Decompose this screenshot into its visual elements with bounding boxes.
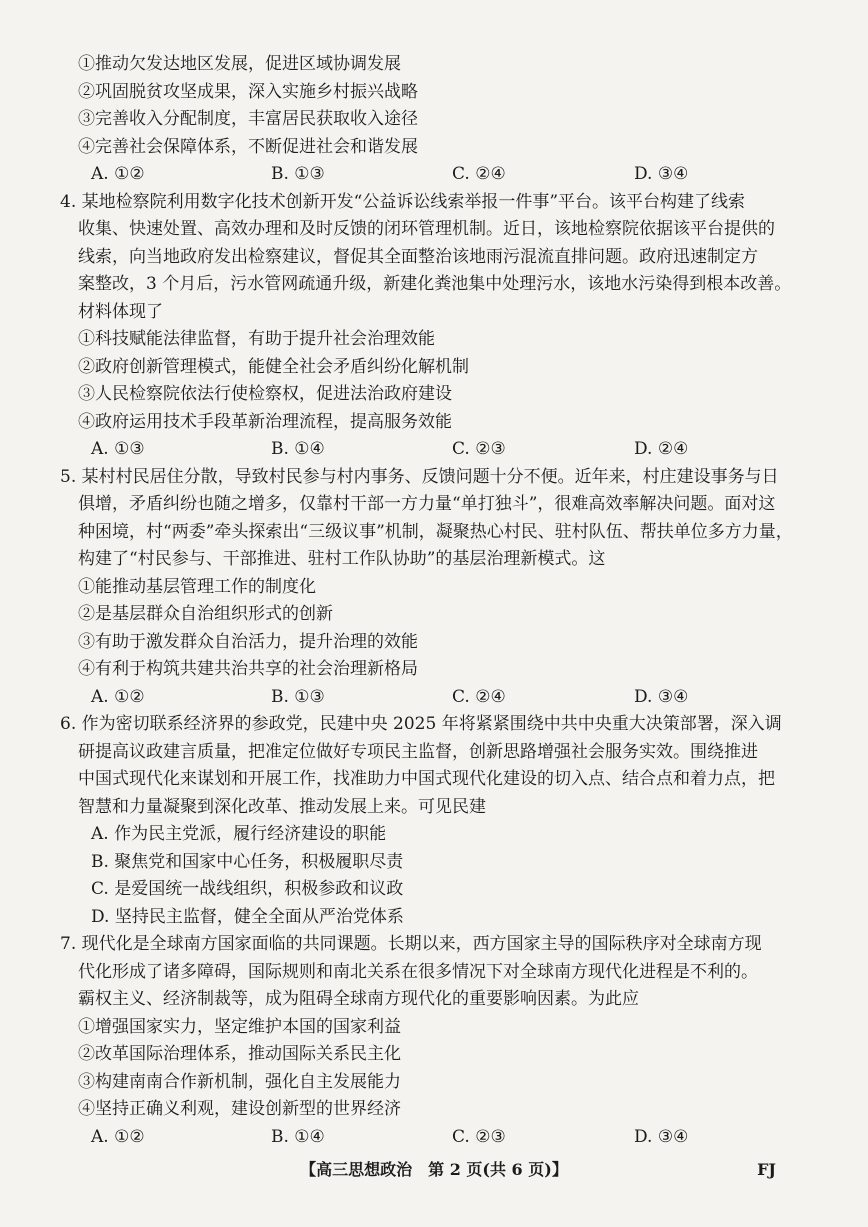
q3-item-2: ②巩固脱贫攻坚成果，深入实施乡村振兴战略 (78, 82, 418, 102)
q5-item-1: ①能推动基层管理工作的制度化 (78, 577, 316, 597)
q5-option-d: D. ③④ (634, 687, 689, 707)
q6-stem-line-1: 6. 作为密切联系经济界的参政党，民建中央 2025 年将紧紧围绕中共中央重大决策部署，深入调 (60, 714, 782, 734)
page-footer: 【高三思想政治 第 2 页(共 6 页)】 (300, 1160, 568, 1179)
q7-option-c: C. ②③ (452, 1127, 506, 1147)
q6-stem-line-3: 中国式现代化来谋划和开展工作，找准助力中国式现代化建设的切入点、结合点和着力点，把 (78, 769, 775, 789)
q5-item-3: ③有助于激发群众自治活力，提升治理的效能 (78, 632, 418, 652)
q3-item-4: ④完善社会保障体系，不断促进社会和谐发展 (78, 137, 418, 157)
q3-option-c: C. ②④ (452, 164, 506, 184)
q4-stem-line-3: 线索，向当地政府发出检察建议，督促其全面整治该地雨污混流直排问题。政府迅速制定方 (78, 247, 758, 267)
q7-item-1: ①增强国家实力，坚定维护本国的国家利益 (78, 1017, 401, 1037)
q6-option-a: A. 作为民主党派，履行经济建设的职能 (91, 824, 387, 844)
q6-option-b: B. 聚焦党和国家中心任务，积极履职尽责 (91, 852, 404, 872)
q6-option-c: C. 是爱国统一战线组织，积极参政和议政 (91, 879, 404, 899)
q4-item-3: ③人民检察院依法行使检察权，促进法治政府建设 (78, 384, 452, 404)
q7-item-2: ②改革国际治理体系，推动国际关系民主化 (78, 1044, 401, 1064)
page-code: FJ (757, 1160, 776, 1179)
q6-stem-line-2: 研提高议政建言质量，把准定位做好专项民主监督，创新思路增强社会服务实效。围绕推进 (78, 742, 758, 762)
q7-stem-line-1: 7. 现代化是全球南方国家面临的共同课题。长期以来，西方国家主导的国际秩序对全球南方现 (60, 934, 762, 954)
q7-item-3: ③构建南南合作新机制，强化自主发展能力 (78, 1072, 401, 1092)
q7-option-d: D. ③④ (634, 1127, 689, 1147)
q7-stem-line-2: 代化形成了诸多障碍，国际规则和南北关系在很多情况下对全球南方现代化进程是不利的。 (78, 962, 758, 982)
q4-stem-line-5: 材料体现了 (78, 302, 163, 322)
q7-stem-line-3: 霸权主义、经济制裁等，成为阻碍全球南方现代化的重要影响因素。为此应 (78, 989, 639, 1009)
q4-option-d: D. ②④ (634, 439, 689, 459)
q4-option-b: B. ①④ (271, 439, 325, 459)
q3-option-d: D. ③④ (634, 164, 689, 184)
q5-stem-line-3: 种困境，村“两委”牵头探索出“三级议事”机制，凝聚热心村民、驻村队伍、帮扶单位多方力量， (78, 522, 793, 542)
q7-option-a: A. ①② (91, 1127, 145, 1147)
q7-item-4: ④坚持正确义利观，建设创新型的世界经济 (78, 1099, 401, 1119)
q4-item-4: ④政府运用技术手段革新治理流程，提高服务效能 (78, 412, 452, 432)
q5-option-b: B. ①③ (271, 687, 325, 707)
q5-item-2: ②是基层群众自治组织形式的创新 (78, 604, 333, 624)
q4-option-c: C. ②③ (452, 439, 506, 459)
q3-item-3: ③完善收入分配制度，丰富居民获取收入途径 (78, 109, 418, 129)
q5-item-4: ④有利于构筑共建共治共享的社会治理新格局 (78, 659, 418, 679)
q4-item-2: ②政府创新管理模式，能健全社会矛盾纠纷化解机制 (78, 357, 469, 377)
q4-stem-line-4: 案整改，3 个月后，污水管网疏通升级，新建化粪池集中处理污水，该地水污染得到根本改善。 (78, 274, 792, 294)
q6-stem-line-4: 智慧和力量凝聚到深化改革、推动发展上来。可见民建 (78, 797, 486, 817)
q5-option-c: C. ②④ (452, 687, 506, 707)
q7-option-b: B. ①④ (271, 1127, 325, 1147)
q4-stem-line-1: 4. 某地检察院利用数字化技术创新开发“公益诉讼线索举报一件事”平台。该平台构建了线索 (60, 192, 746, 212)
q3-option-a: A. ①② (91, 164, 145, 184)
q5-option-a: A. ①② (91, 687, 145, 707)
q4-option-a: A. ①③ (91, 439, 145, 459)
q5-stem-line-1: 5. 某村村民居住分散，导致村民参与村内事务、反馈问题十分不便。近年来，村庄建设事务与日 (60, 467, 779, 487)
q5-stem-line-4: 构建了“村民参与、干部推进、驻村工作队协助”的基层治理新模式。这 (78, 549, 606, 569)
q4-stem-line-2: 收集、快速处置、高效办理和及时反馈的闭环管理机制。近日，该地检察院依据该平台提供的 (78, 219, 775, 239)
q5-stem-line-2: 俱增，矛盾纠纷也随之增多，仅靠村干部一方力量“单打独斗”，很难高效率解决问题。面对这 (78, 494, 776, 514)
q4-item-1: ①科技赋能法律监督，有助于提升社会治理效能 (78, 329, 435, 349)
q6-option-d: D. 坚持民主监督，健全全面从严治党体系 (91, 907, 404, 927)
q3-option-b: B. ①③ (271, 164, 325, 184)
q3-item-1: ①推动欠发达地区发展，促进区域协调发展 (78, 54, 401, 74)
